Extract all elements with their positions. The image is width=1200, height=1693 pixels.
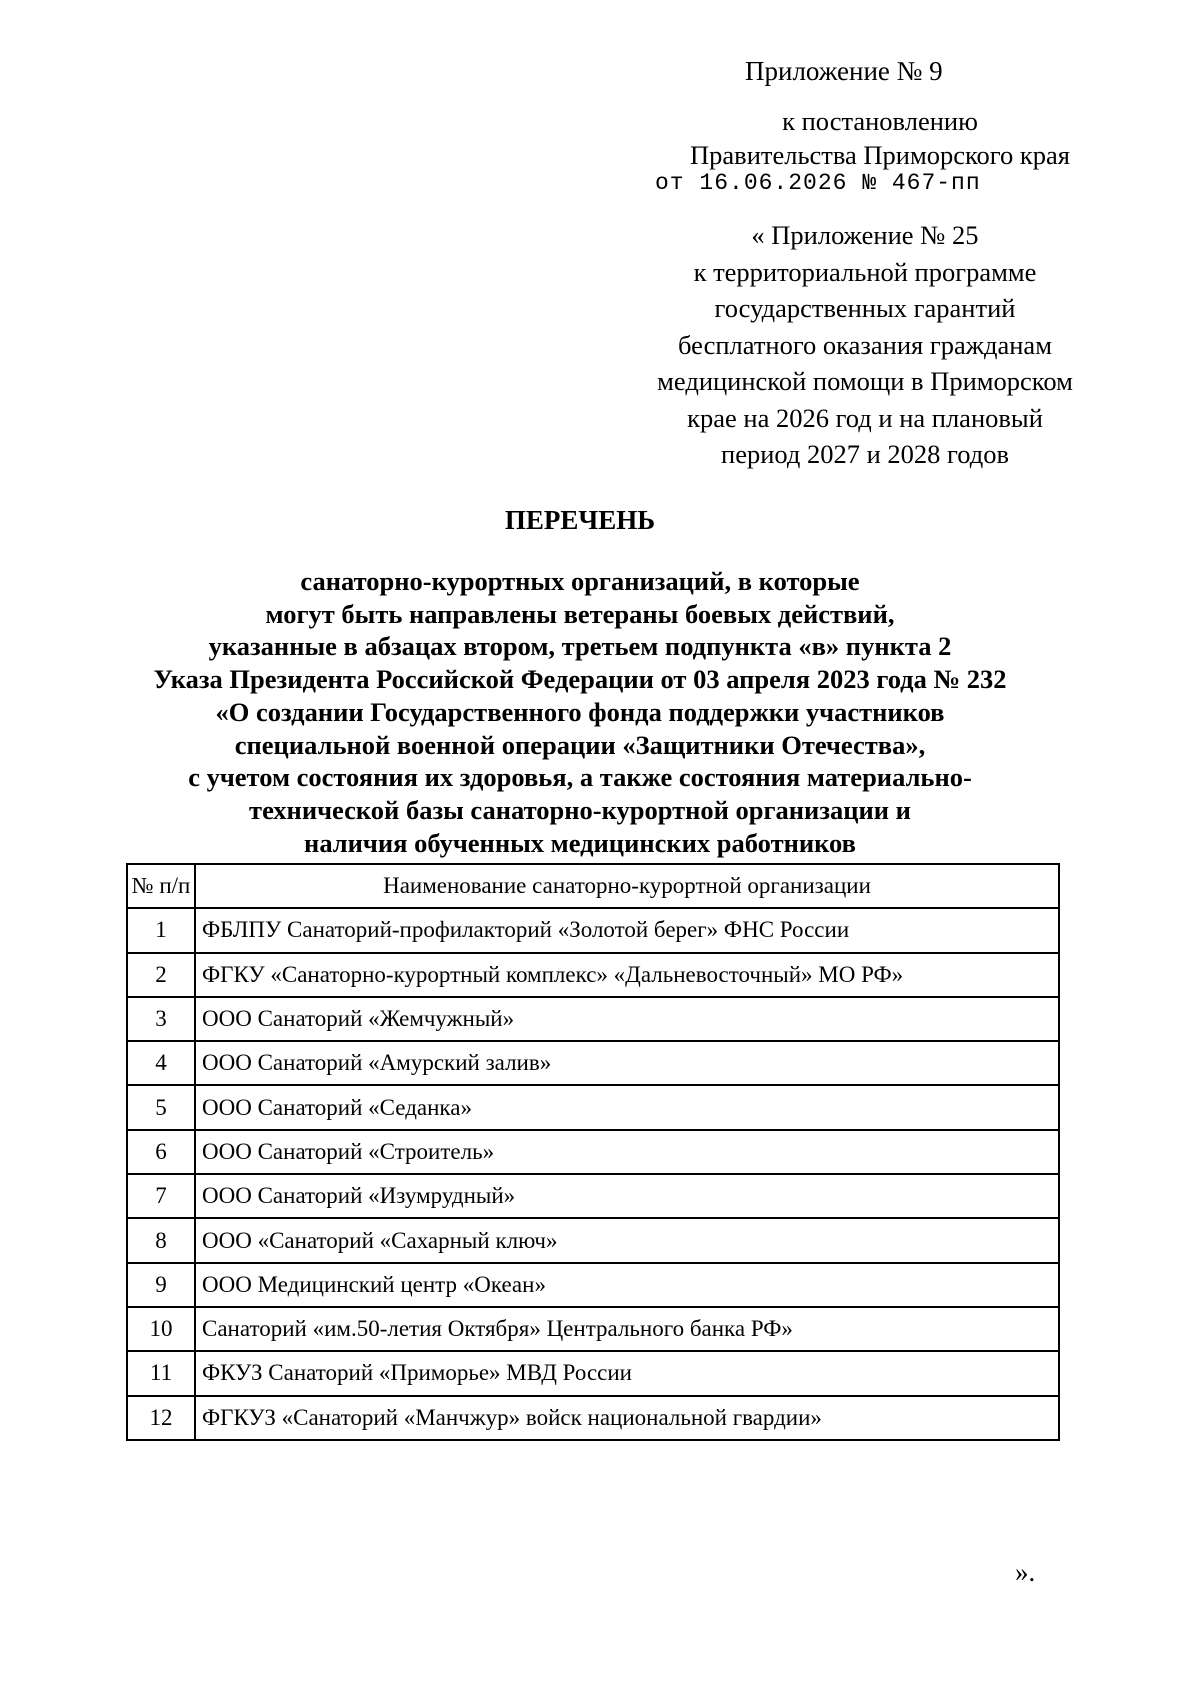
table-row <box>127 908 1059 952</box>
row-name: ООО Санаторий «Жемчужный» <box>195 997 1059 1041</box>
header-number: № п/п <box>127 864 195 908</box>
subtitle-line: с учетом состояния их здоровья, а также состояния материально- <box>188 762 972 793</box>
table-row <box>127 1041 1059 1085</box>
row-number: 2 <box>127 953 195 997</box>
table-row <box>127 1396 1059 1440</box>
row-number: 3 <box>127 997 195 1041</box>
appendix-line: государственных гарантий <box>714 293 1016 323</box>
row-number: 6 <box>127 1130 195 1174</box>
subtitle-line: наличия обученных медицинских работников <box>304 827 856 858</box>
appendix-line: крае на 2026 год и на плановый <box>687 402 1043 433</box>
subtitle-line: санаторно-курортных организаций, в которые <box>300 566 860 596</box>
header-name: Наименование санаторно-курортной организации <box>195 864 1059 908</box>
row-number: 10 <box>127 1307 195 1351</box>
row-name: ООО Медицинский центр «Океан» <box>195 1263 1059 1307</box>
row-number: 12 <box>127 1396 195 1440</box>
row-number: 9 <box>127 1263 195 1307</box>
decree-reference <box>640 104 1120 172</box>
row-number: 5 <box>127 1085 195 1129</box>
table-row <box>127 1307 1059 1351</box>
appendix-reference <box>600 217 1130 473</box>
appendix-line: « Приложение № 25 <box>751 220 979 250</box>
row-name: ООО Санаторий «Амурский залив» <box>195 1041 1059 1085</box>
row-name: ООО Санаторий «Строитель» <box>195 1130 1059 1174</box>
closing-quote-mark: ». <box>1015 1557 1036 1587</box>
document-subtitle <box>0 565 1160 859</box>
decree-line: Правительства Приморского края <box>690 140 1070 170</box>
document-title: ПЕРЕЧЕНЬ <box>504 505 656 535</box>
table-header-row <box>127 864 1059 908</box>
subtitle-line: Указа Президента Российской Федерации от 03 апреля 2023 года № 232 <box>153 664 1007 695</box>
row-name: ФГКУЗ «Санаторий «Манчжур» войск национальной гвардии» <box>195 1396 1059 1440</box>
table-row <box>127 1130 1059 1174</box>
row-number: 1 <box>127 908 195 952</box>
table-row <box>127 1218 1059 1262</box>
table-row <box>127 1085 1059 1129</box>
table-row <box>127 1174 1059 1218</box>
decree-line: к постановлению <box>782 106 978 136</box>
row-number: 4 <box>127 1041 195 1085</box>
row-number: 8 <box>127 1218 195 1262</box>
organizations-table <box>126 863 1060 1441</box>
appendix-line: к территориальной программе <box>693 256 1037 287</box>
subtitle-line: указанные в абзацах втором, третьем подпункта «в» пункта 2 <box>208 631 952 662</box>
row-name: ФКУЗ Санаторий «Приморье» МВД России <box>195 1351 1059 1395</box>
appendix-line: бесплатного оказания гражданам <box>678 329 1052 360</box>
table-row <box>127 1351 1059 1395</box>
row-name: ООО Санаторий «Изумрудный» <box>195 1174 1059 1218</box>
decree-date: от 16.06.2026 № 467-пп <box>655 170 981 196</box>
table-row <box>127 997 1059 1041</box>
row-name: ООО Санаторий «Седанка» <box>195 1085 1059 1129</box>
subtitle-line: «О создании Государственного фонда поддержки участников <box>215 696 945 727</box>
appendix-line: медицинской помощи в Приморском <box>657 366 1073 396</box>
row-name: ООО «Санаторий «Сахарный ключ» <box>195 1218 1059 1262</box>
row-name: Санаторий «им.50-летия Октября» Центрального банка РФ» <box>195 1307 1059 1351</box>
row-number: 11 <box>127 1351 195 1395</box>
subtitle-line: могут быть направлены ветераны боевых действий, <box>265 598 895 629</box>
table-row <box>127 953 1059 997</box>
subtitle-line: технической базы санаторно-курортной организации и <box>249 794 911 825</box>
attachment-title: Приложение № 9 <box>745 56 943 86</box>
appendix-line: период 2027 и 2028 годов <box>721 439 1009 469</box>
row-name: ФГКУ «Санаторно-курортный комплекс» «Дальневосточный» МО РФ» <box>195 953 1059 997</box>
row-number: 7 <box>127 1174 195 1218</box>
subtitle-line: специальной военной операции «Защитники Отечества», <box>234 729 926 760</box>
table-row <box>127 1263 1059 1307</box>
row-name: ФБЛПУ Санаторий-профилакторий «Золотой берег» ФНС России <box>195 908 1059 952</box>
